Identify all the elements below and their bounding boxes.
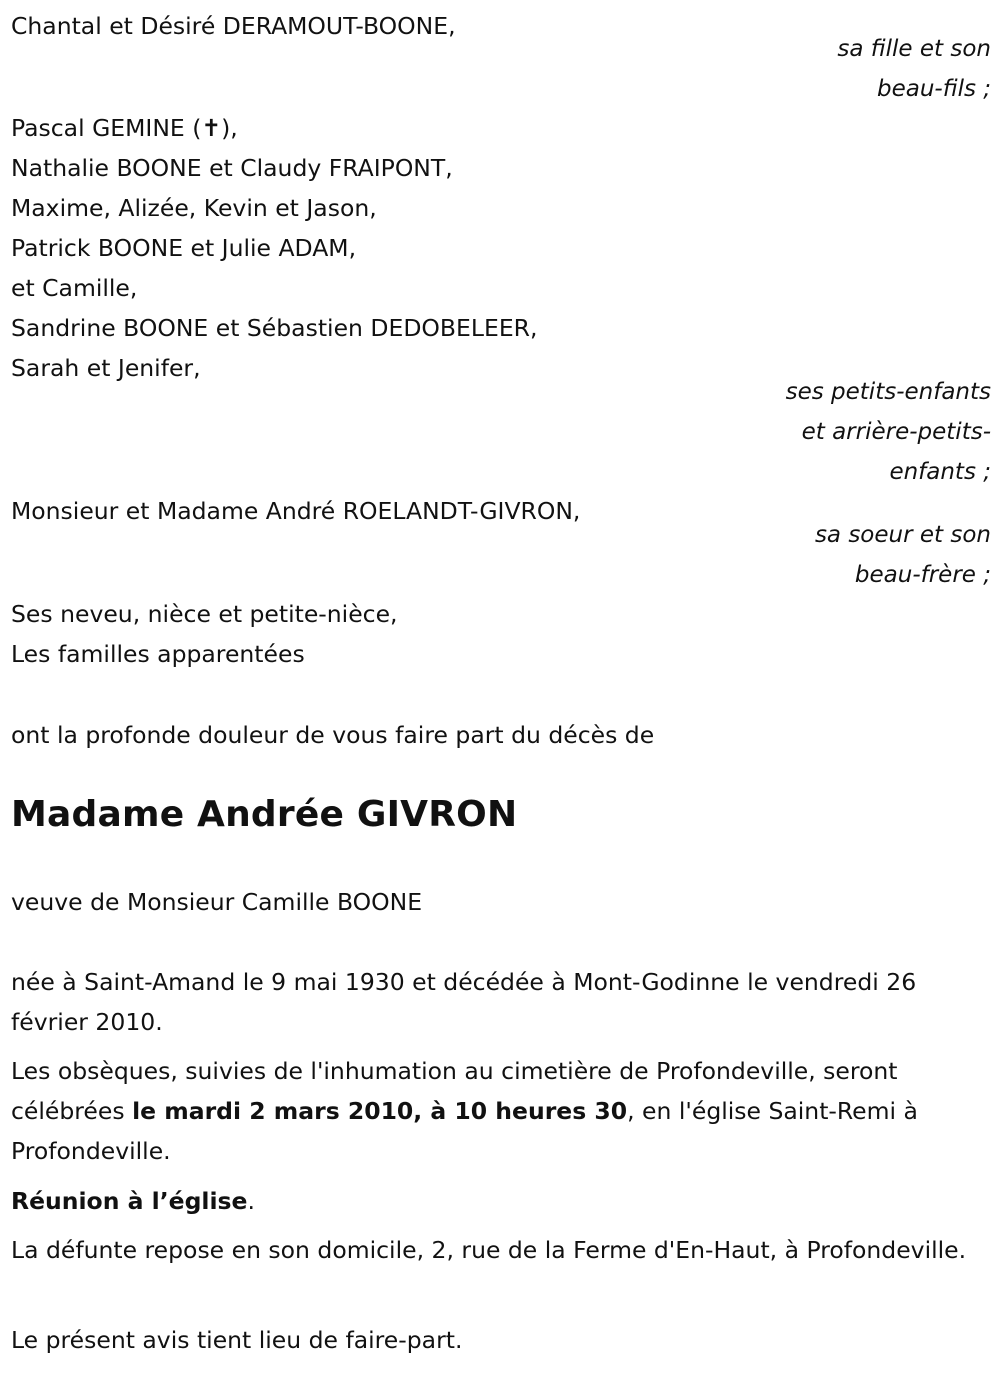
relation-line: beau-fils ; xyxy=(876,76,991,102)
funeral-paragraph xyxy=(11,1051,994,1171)
widow-of-line: veuve de Monsieur Camille BOONE xyxy=(11,888,423,916)
funeral-text-before: Les obsèques, suivies de l'inhumation au cimetière de Profondeville, seront célébrées xyxy=(11,1057,898,1125)
family-group-relatives xyxy=(11,594,991,674)
funeral-date-time: le mardi 2 mars 2010, à 10 heures 30 xyxy=(132,1097,628,1125)
family-group-grandchildren xyxy=(11,108,991,388)
relation-line: sa soeur et son xyxy=(814,522,991,548)
relation-line: beau-frère ; xyxy=(854,562,991,588)
relation-line: enfants ; xyxy=(889,459,991,485)
meeting-paragraph xyxy=(11,1181,994,1221)
closing-paragraph: Le présent avis tient lieu de faire-part. xyxy=(11,1326,463,1354)
relation-line: et arrière-petits- xyxy=(801,419,991,445)
relation-line: sa fille et son xyxy=(837,36,991,62)
widow-of xyxy=(11,882,991,922)
relation-daughter xyxy=(837,29,991,109)
family-line: Patrick BOONE et Julie ADAM, xyxy=(11,234,357,262)
family-line: Ses neveu, nièce et petite-nièce, xyxy=(11,600,398,628)
announcement-line: ont la profonde douleur de vous faire part du décès de xyxy=(11,721,655,749)
relation-sister xyxy=(815,515,991,595)
meeting-location: Réunion à l’église xyxy=(11,1187,248,1215)
family-line: Les familles apparentées xyxy=(11,640,305,668)
relation-grandchildren xyxy=(786,372,991,492)
family-line: Nathalie BOONE et Claudy FRAIPONT, xyxy=(11,154,453,182)
birth-death-paragraph: née à Saint-Amand le 9 mai 1930 et décédée à Mont-Godinne le vendredi 26 février 2010. xyxy=(11,968,917,1036)
family-line: Chantal et Désiré DERAMOUT-BOONE, xyxy=(11,12,456,40)
deceased-name: Madame Andrée GIVRON xyxy=(11,794,518,835)
family-line: Monsieur et Madame André ROELANDT-GIVRON, xyxy=(11,497,581,525)
family-line: Pascal GEMINE (✝), xyxy=(11,114,238,142)
family-line: Maxime, Alizée, Kevin et Jason, xyxy=(11,194,377,222)
family-line: Sandrine BOONE et Sébastien DEDOBELEER, xyxy=(11,314,538,342)
relation-line: ses petits-enfants xyxy=(785,379,991,405)
meeting-punctuation: . xyxy=(247,1187,255,1215)
repose-paragraph: La défunte repose en son domicile, 2, rue de la Ferme d'En-Haut, à Profondeville. xyxy=(11,1236,967,1264)
funeral-text-after: , en l'église Saint-Remi à Profondeville. xyxy=(11,1097,918,1165)
announcement-text xyxy=(11,715,991,755)
family-line: Sarah et Jenifer, xyxy=(11,354,201,382)
family-line: et Camille, xyxy=(11,274,138,302)
